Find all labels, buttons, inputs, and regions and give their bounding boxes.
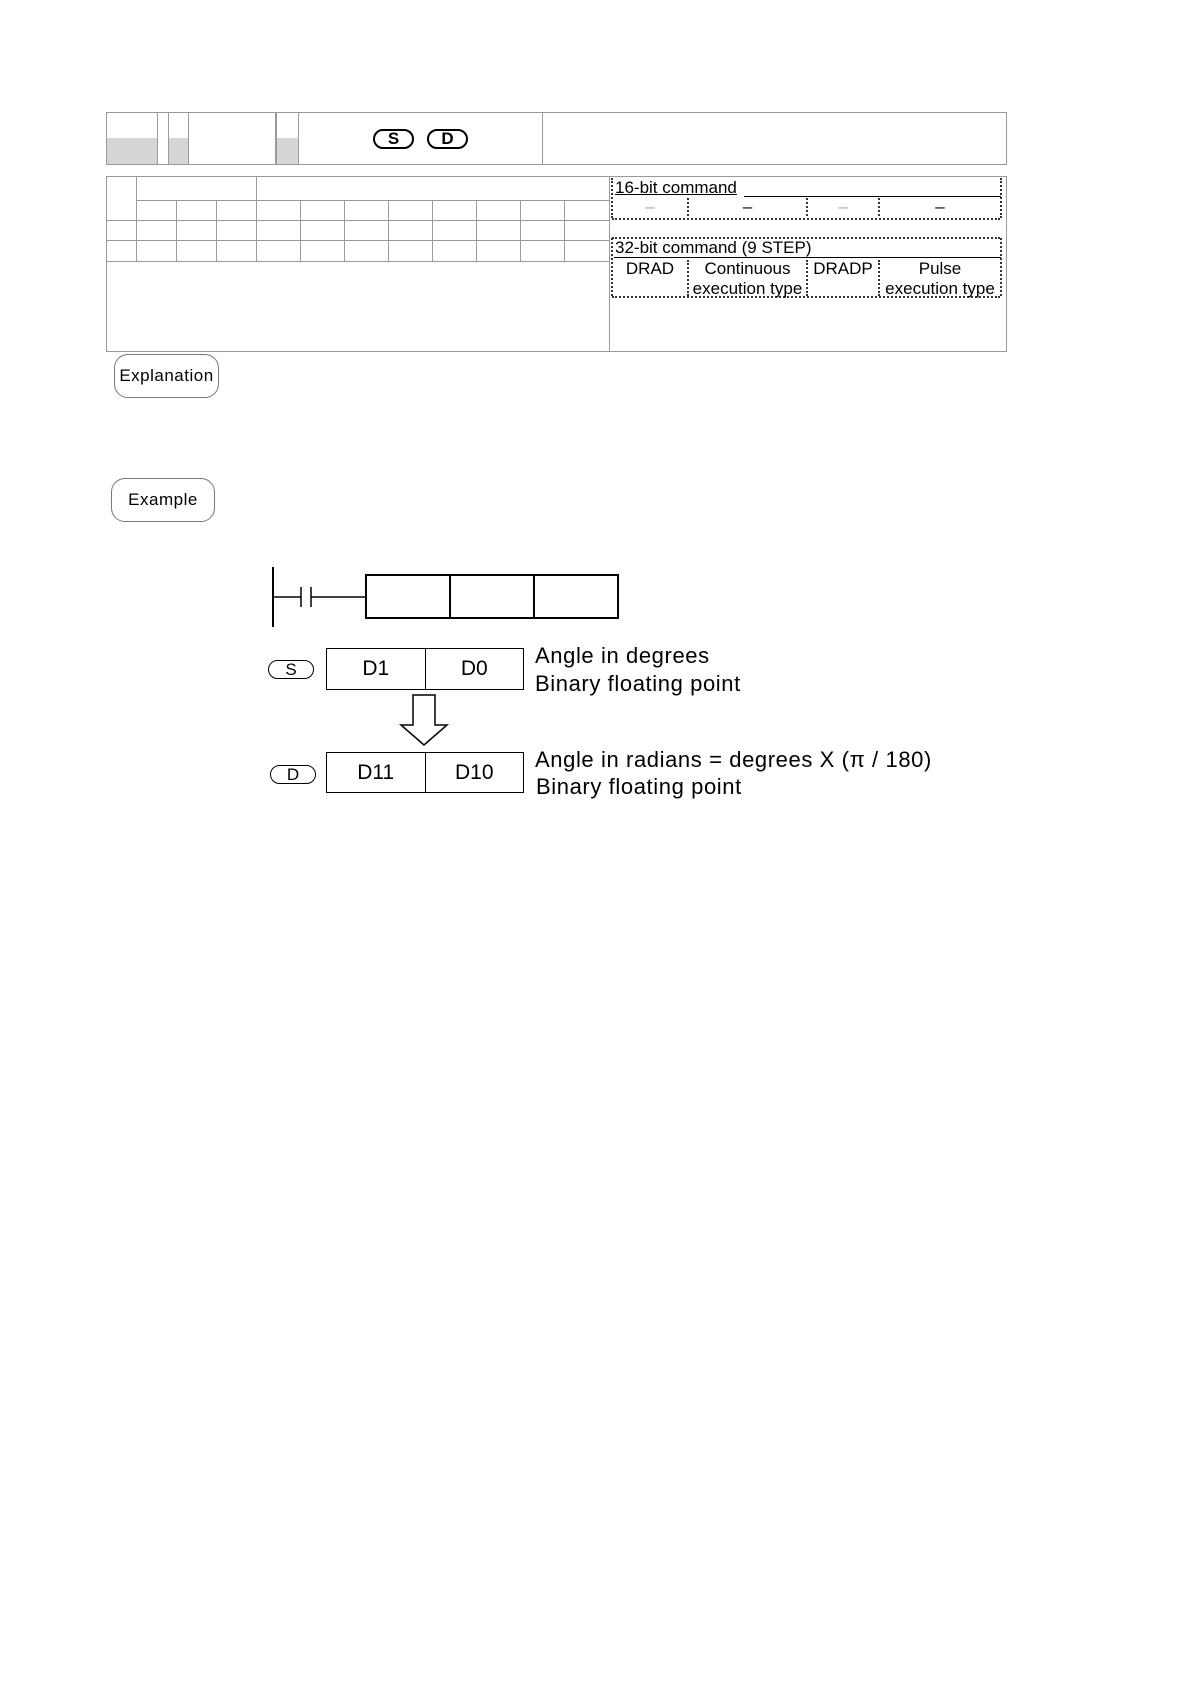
s-register-low: D0: [425, 649, 524, 689]
bit32-continuous-mnemonic: DRAD: [625, 259, 675, 278]
example-operand-s: [268, 660, 314, 679]
grid-row-line-3: [106, 240, 609, 241]
grid-col-line: [388, 200, 389, 261]
mnemonic-cell: [188, 112, 276, 165]
grid-col-line: [176, 200, 177, 261]
bit16-value: –: [935, 197, 945, 216]
s-description-line1: Angle in degrees: [535, 643, 710, 668]
bit32-border-right: [1000, 238, 1002, 296]
bit32-continuous-label: Continuous execution type: [692, 259, 803, 298]
bit32-pulse-label: Pulse execution type: [885, 259, 995, 298]
example-operand-s-label: S: [285, 659, 297, 679]
s-description-line2: Binary floating point: [535, 671, 741, 696]
example-label: [111, 478, 215, 522]
api-number-shade: [107, 138, 157, 164]
grid-col-line: [476, 200, 477, 261]
bit16-value: –: [838, 197, 848, 216]
d-register-low: D10: [425, 753, 524, 792]
grid-col-line: [564, 200, 565, 261]
d-description-line1: Angle in radians = degrees X (π / 180): [535, 747, 932, 772]
example-label-text: Example: [128, 490, 198, 509]
bit16-border-bottom: [612, 218, 1000, 220]
grid-col-line: [432, 200, 433, 261]
grid-row-line-1: [136, 200, 609, 201]
grid-col-line: [256, 176, 257, 261]
grid-col-line: [344, 200, 345, 261]
bit16-title: 16-bit command: [615, 178, 737, 197]
header-operand-d: [427, 129, 468, 149]
explanation-label-text: Explanation: [119, 366, 214, 385]
header-operand-s: [373, 129, 414, 149]
d-flag-shade: [169, 138, 188, 164]
d-register-pair: [326, 752, 524, 793]
header-divider: [542, 112, 543, 165]
s-register-high: D1: [362, 657, 390, 680]
example-operand-d-label: D: [286, 764, 300, 784]
grid-col-line: [216, 200, 217, 261]
grid-col-line: [520, 200, 521, 261]
header-operand-s-label: S: [387, 129, 400, 148]
grid-col-line: [136, 176, 137, 261]
bit16-border-right: [1000, 178, 1002, 218]
bit32-title-rule: [614, 257, 1001, 258]
grid-row-line-4: [106, 261, 609, 262]
s-register-pair: [326, 648, 524, 690]
header-operand-d-label: D: [441, 129, 454, 148]
instruction-box: [366, 575, 618, 618]
grid-col-line: [300, 200, 301, 261]
table-split-line: [609, 176, 610, 352]
bit16-value: –: [645, 197, 655, 216]
d-description-line2: Binary floating point: [536, 774, 742, 799]
ladder-diagram: [262, 560, 632, 634]
example-operand-d: [270, 765, 316, 784]
p-flag-shade: [277, 138, 298, 164]
bit16-value: –: [742, 197, 753, 216]
down-arrow-icon: [398, 694, 450, 748]
grid-row-line-2: [106, 220, 609, 221]
d-register-high: D11: [357, 760, 395, 784]
explanation-label: [114, 354, 219, 398]
bit32-title: 32-bit command (9 STEP): [615, 238, 812, 257]
bit32-pulse-mnemonic: DRADP: [813, 259, 873, 278]
